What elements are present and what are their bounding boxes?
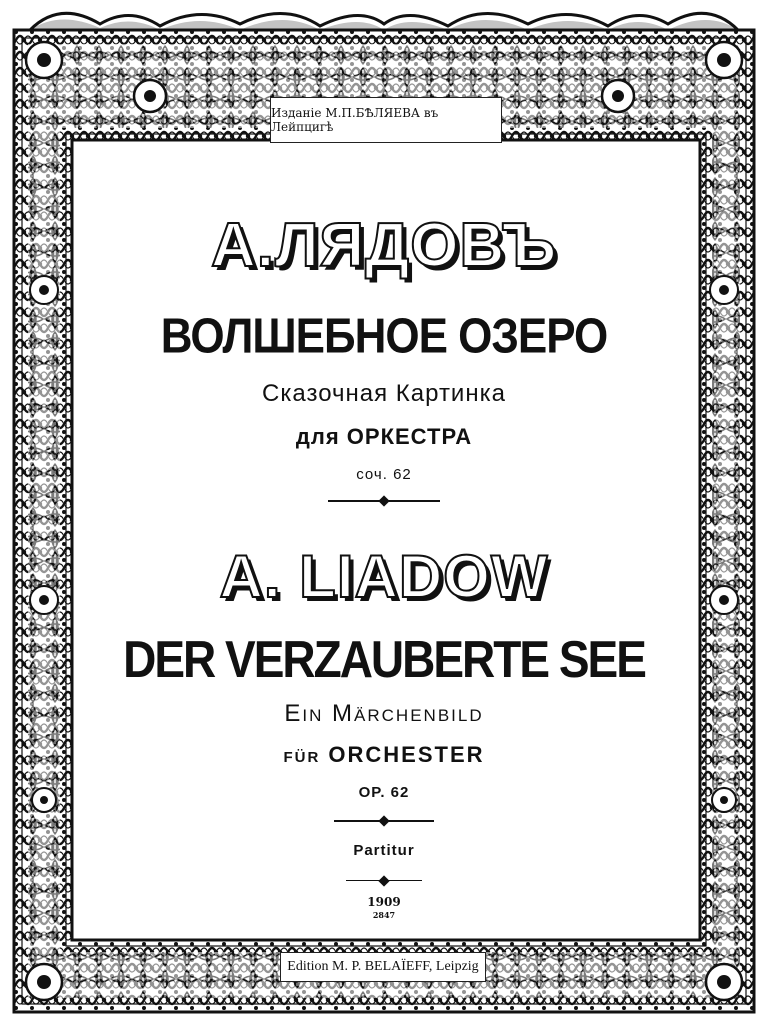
scoring-ru: для ОРКЕСТРА <box>295 424 473 449</box>
edition-cartouche <box>280 952 486 982</box>
work-title-ru: ВОЛШЕБНОЕ ОЗЕРО <box>160 309 608 364</box>
publication-year: 1909 <box>367 895 401 909</box>
work-subtitle-ru: Сказочная Картинка <box>262 380 506 407</box>
composer-name-ru: А.ЛЯДОВЪ <box>210 211 558 280</box>
work-title-de: DER VERZAUBERTE SEE <box>123 629 645 689</box>
work-subtitle-de: Ein Märchenbild <box>284 700 484 727</box>
plate-number: 2847 <box>372 910 396 920</box>
divider-rule <box>346 880 422 881</box>
divider-rule <box>334 820 434 822</box>
opus-ru: соч. 62 <box>356 466 412 483</box>
edition-text: Edition M. P. BELAÏEFF, Leipzig <box>287 959 479 974</box>
publisher-text: Изданіе М.П.БѢЛЯЕВА въ Лейпцигѣ <box>271 106 439 134</box>
composer-name-de: A. LIADOW <box>219 543 549 610</box>
publisher-cartouche <box>270 97 502 143</box>
format-label: Partitur <box>353 842 415 859</box>
scoring-de: für ORCHESTER <box>283 742 485 767</box>
opus-de: OP. 62 <box>358 784 410 801</box>
divider-rule <box>328 500 440 502</box>
